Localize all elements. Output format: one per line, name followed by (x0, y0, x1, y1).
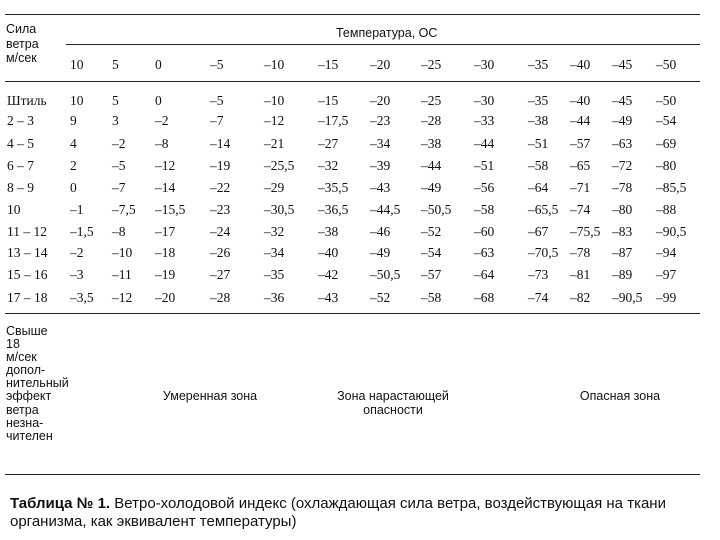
value-cell: –25 (421, 93, 442, 108)
value-cell: –44 (421, 158, 442, 173)
note-line: Свыше (6, 324, 48, 338)
value-cell: –17 (155, 224, 176, 239)
note-line: 18 (6, 337, 20, 352)
value-cell: –7 (112, 180, 126, 195)
value-cell: –11 (112, 267, 132, 282)
value-cell: 5 (112, 93, 119, 108)
note-line: незна- (6, 415, 44, 430)
value-cell: –58 (474, 202, 495, 217)
value-cell: –51 (528, 136, 549, 151)
caption-line-1 (10, 495, 720, 513)
value-cell: –39 (370, 158, 391, 173)
value-cell: –63 (612, 136, 633, 151)
value-cell: –56 (474, 180, 495, 195)
value-cell: –73 (528, 267, 549, 282)
table-row (0, 136, 720, 155)
value-cell: –34 (264, 245, 285, 260)
value-cell: –34 (370, 136, 391, 151)
note-line: чителен (6, 428, 53, 443)
temp-col: –15 (318, 57, 339, 72)
value-cell: –90,5 (612, 290, 643, 305)
value-cell: –60 (474, 224, 495, 239)
value-cell: –5 (112, 158, 126, 173)
value-cell: –90,5 (656, 224, 687, 239)
value-cell: –40 (570, 93, 591, 108)
value-cell: –33 (474, 113, 495, 128)
value-cell: –27 (210, 267, 231, 282)
caption-text: Ветро-холодовой индекс (охлаждающая сила ветра, воздействующая на ткани (114, 495, 666, 512)
note-line: м/сек (6, 350, 37, 365)
wind-header-line: Сила (6, 22, 37, 36)
value-cell: 2 (70, 158, 77, 173)
table-row (0, 267, 720, 286)
temp-col: –35 (528, 57, 549, 72)
value-cell: –78 (570, 245, 591, 260)
value-cell: –23 (370, 113, 391, 128)
value-cell: –54 (656, 113, 677, 128)
caption-label: Таблица № 1. (10, 495, 111, 512)
table-row (0, 202, 720, 221)
caption-line-2: организма, как эквивалент температуры) (10, 513, 297, 530)
value-cell: –17,5 (318, 113, 349, 128)
table-row (0, 245, 720, 264)
value-cell: –28 (210, 290, 231, 305)
value-cell: –68 (474, 290, 495, 305)
increasing-danger-zone-label (318, 389, 468, 417)
value-cell: –25,5 (264, 158, 295, 173)
value-cell: –85,5 (656, 180, 687, 195)
value-cell: –80 (612, 202, 633, 217)
value-cell: –10 (112, 245, 133, 260)
value-cell: –30,5 (264, 202, 295, 217)
value-cell: –3,5 (70, 290, 94, 305)
value-cell: –88 (656, 202, 677, 217)
value-cell: –45 (612, 93, 633, 108)
value-cell: –49 (612, 113, 633, 128)
value-cell: –44 (570, 113, 591, 128)
value-cell: –2 (70, 245, 84, 260)
wind-header-line: м/сек (6, 51, 37, 65)
value-cell: –35,5 (318, 180, 349, 195)
wind-speed-cell: Штиль (7, 93, 47, 108)
temperature-values-row (0, 57, 720, 76)
wind-speed-cell: 11 – 12 (7, 224, 47, 239)
value-cell: –5 (210, 93, 224, 108)
value-cell: –74 (528, 290, 549, 305)
wind-speed-cell: 6 – 7 (7, 158, 34, 173)
value-cell: –81 (570, 267, 591, 282)
value-cell: –23 (210, 202, 231, 217)
zone-line: Зона нарастающей (337, 389, 449, 403)
value-cell: –14 (210, 136, 231, 151)
value-cell: –28 (421, 113, 442, 128)
value-cell: –8 (155, 136, 169, 151)
value-cell: –58 (421, 290, 442, 305)
note-line: нительный (6, 376, 69, 391)
value-cell: –43 (318, 290, 339, 305)
body-bottom-rule (5, 313, 700, 314)
note-line: допол- (6, 363, 46, 378)
value-cell: –22 (210, 180, 231, 195)
value-cell: –35 (264, 267, 285, 282)
temp-col: –30 (474, 57, 495, 72)
temp-col: –50 (656, 57, 677, 72)
value-cell: –8 (112, 224, 126, 239)
value-cell: 0 (155, 93, 162, 108)
value-cell: –50,5 (421, 202, 452, 217)
value-cell: –78 (612, 180, 633, 195)
value-cell: –65,5 (528, 202, 559, 217)
value-cell: –64 (528, 180, 549, 195)
value-cell: –2 (155, 113, 169, 128)
value-cell: –54 (421, 245, 442, 260)
table-row (0, 290, 720, 309)
temp-col: –45 (612, 57, 633, 72)
value-cell: –2 (112, 136, 126, 151)
value-cell: –65 (570, 158, 591, 173)
value-cell: –46 (370, 224, 391, 239)
value-cell: –74 (570, 202, 591, 217)
table-row (0, 224, 720, 243)
wind-speed-cell: 13 – 14 (7, 245, 48, 260)
table-row (0, 180, 720, 199)
value-cell: –30 (474, 93, 495, 108)
value-cell: –12 (112, 290, 133, 305)
moderate-zone-label (140, 389, 280, 403)
value-cell: –40 (318, 245, 339, 260)
table-row (0, 93, 720, 112)
value-cell: –50,5 (370, 267, 401, 282)
header-bottom-rule (5, 81, 700, 82)
value-cell: –12 (155, 158, 176, 173)
value-cell: –67 (528, 224, 549, 239)
value-cell: –69 (656, 136, 677, 151)
value-cell: –63 (474, 245, 495, 260)
value-cell: –19 (210, 158, 231, 173)
value-cell: –57 (421, 267, 442, 282)
value-cell: –58 (528, 158, 549, 173)
value-cell: –3 (70, 267, 84, 282)
value-cell: –43 (370, 180, 391, 195)
value-cell: –20 (155, 290, 176, 305)
value-cell: –21 (264, 136, 285, 151)
value-cell: 0 (70, 180, 77, 195)
temp-col: 0 (155, 57, 162, 72)
value-cell: –94 (656, 245, 677, 260)
value-cell: –57 (570, 136, 591, 151)
top-rule (5, 14, 700, 15)
value-cell: –10 (264, 93, 285, 108)
wind-header-line: ветра (6, 36, 39, 51)
value-cell: –97 (656, 267, 677, 282)
value-cell: –50 (656, 93, 677, 108)
value-cell: –35 (528, 93, 549, 108)
value-cell: –15 (318, 93, 339, 108)
above-18-note (6, 325, 76, 443)
value-cell: –70,5 (528, 245, 559, 260)
wind-speed-cell: 4 – 5 (7, 136, 34, 151)
value-cell: –75,5 (570, 224, 601, 239)
table-row (0, 158, 720, 177)
wind-speed-cell: 17 – 18 (7, 290, 48, 305)
value-cell: –72 (612, 158, 633, 173)
temp-col: 5 (112, 57, 119, 72)
value-cell: –51 (474, 158, 495, 173)
value-cell: –38 (421, 136, 442, 151)
value-cell: –32 (264, 224, 285, 239)
value-cell: –82 (570, 290, 591, 305)
value-cell: –44 (474, 136, 495, 151)
zone-line: Опасная зона (579, 389, 661, 403)
wind-speed-cell: 2 – 3 (7, 113, 34, 128)
value-cell: –14 (155, 180, 176, 195)
wind-speed-cell: 10 (7, 202, 21, 217)
value-cell: –87 (612, 245, 633, 260)
value-cell: –7,5 (112, 202, 136, 217)
temperature-header: Температура, ОС (336, 26, 438, 40)
value-cell: –38 (318, 224, 339, 239)
wind-speed-cell: 8 – 9 (7, 180, 34, 195)
wind-speed-cell: 15 – 16 (7, 267, 48, 282)
value-cell: –38 (528, 113, 549, 128)
temp-col: –5 (210, 57, 224, 72)
temperature-underline (66, 44, 700, 45)
table-row (0, 113, 720, 132)
value-cell: –1 (70, 202, 84, 217)
value-cell: –12 (264, 113, 285, 128)
value-cell: –20 (370, 93, 391, 108)
zone-line: опасности (363, 403, 423, 417)
value-cell: –32 (318, 158, 339, 173)
value-cell: 10 (70, 93, 84, 108)
value-cell: –80 (656, 158, 677, 173)
value-cell: –7 (210, 113, 224, 128)
table-bottom-rule (5, 474, 700, 475)
temp-col: 10 (70, 57, 84, 72)
zone-line: Умеренная зона (162, 389, 258, 403)
value-cell: 4 (70, 136, 77, 151)
value-cell: –36 (264, 290, 285, 305)
value-cell: –49 (421, 180, 442, 195)
temp-col: –10 (264, 57, 285, 72)
value-cell: 3 (112, 113, 119, 128)
value-cell: –89 (612, 267, 633, 282)
value-cell: –42 (318, 267, 339, 282)
value-cell: –29 (264, 180, 285, 195)
value-cell: –18 (155, 245, 176, 260)
value-cell: –52 (421, 224, 442, 239)
temp-col: –20 (370, 57, 391, 72)
value-cell: –44,5 (370, 202, 401, 217)
temp-col: –40 (570, 57, 591, 72)
value-cell: –36,5 (318, 202, 349, 217)
dangerous-zone-label (555, 389, 685, 403)
value-cell: 9 (70, 113, 77, 128)
value-cell: –19 (155, 267, 176, 282)
value-cell: –1,5 (70, 224, 94, 239)
note-line: эффект (6, 389, 52, 404)
value-cell: –71 (570, 180, 591, 195)
value-cell: –99 (656, 290, 677, 305)
note-line: ветра (6, 402, 39, 417)
value-cell: –24 (210, 224, 231, 239)
value-cell: –15,5 (155, 202, 186, 217)
value-cell: –64 (474, 267, 495, 282)
value-cell: –83 (612, 224, 633, 239)
value-cell: –52 (370, 290, 391, 305)
value-cell: –27 (318, 136, 339, 151)
temp-col: –25 (421, 57, 442, 72)
table-caption (10, 495, 720, 531)
value-cell: –26 (210, 245, 231, 260)
value-cell: –49 (370, 245, 391, 260)
